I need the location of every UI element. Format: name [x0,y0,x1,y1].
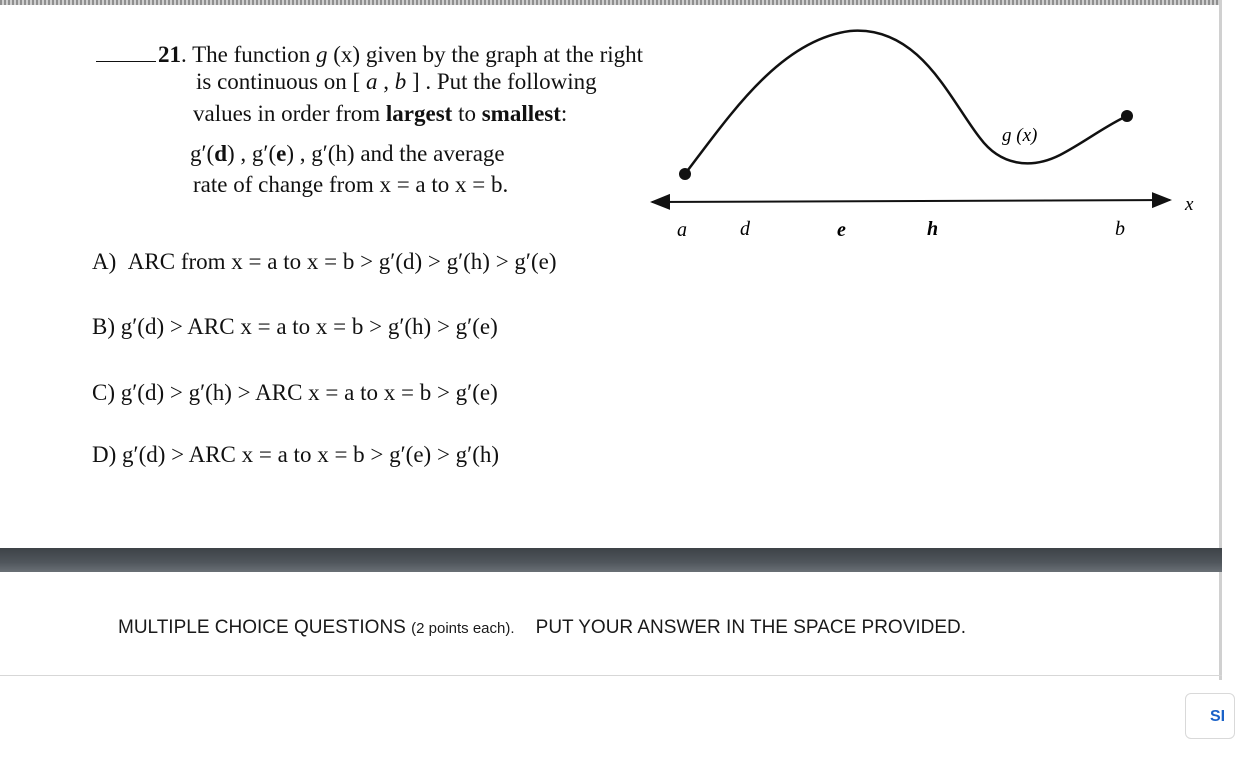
function-label: g (x) [1002,125,1038,146]
section-instruction: PUT YOUR ANSWER IN THE SPACE PROVIDED. [535,617,967,638]
tick-label-a: a [677,219,687,241]
question-line-4: g′(d) , g′(e) , g′(h) and the average [190,141,505,166]
x-axis [652,200,1170,202]
tick-label-h: h [927,218,939,240]
tick-label-e: e [837,219,846,241]
page-edge [1219,0,1222,680]
section-heading: MULTIPLE CHOICE QUESTIONS [118,617,412,638]
section-instructions [118,617,966,639]
function-graph [630,20,1215,250]
endpoint-a-dot [679,168,691,180]
question-line-2: is continuous on [ a , b ] . Put the following [196,69,597,94]
page-divider [0,548,1222,572]
choice-c[interactable]: C) g′(d) > g′(h) > ARC x = a to x = b > g′(e) [92,380,498,405]
x-axis-label: x [1185,194,1194,215]
choice-d[interactable]: D) g′(d) > ARC x = a to x = b > g′(e) > g′(h) [92,442,500,467]
bottom-rule [0,675,1222,676]
tick-label-b: b [1115,218,1125,240]
curve-g [685,31,1127,174]
question-line-5: rate of change from x = a to x = b. [193,172,509,197]
side-button[interactable]: SI [1185,693,1235,739]
question-line-3: values in order from largest to smallest: [193,101,568,126]
section-points: (2 points each). [411,620,515,637]
choice-b[interactable]: B) g′(d) > ARC x = a to x = b > g′(h) > g′(e) [92,314,498,339]
choice-a[interactable]: A) ARC from x = a to x = b > g′(d) > g′(h) > g′(e) [92,249,557,274]
question-number: 21 [158,42,181,67]
question-line-1: 21. The function g (x) given by the graph at the right [96,40,643,70]
tick-label-d: d [740,218,750,240]
answer-blank[interactable] [96,41,156,62]
endpoint-b-dot [1121,110,1133,122]
